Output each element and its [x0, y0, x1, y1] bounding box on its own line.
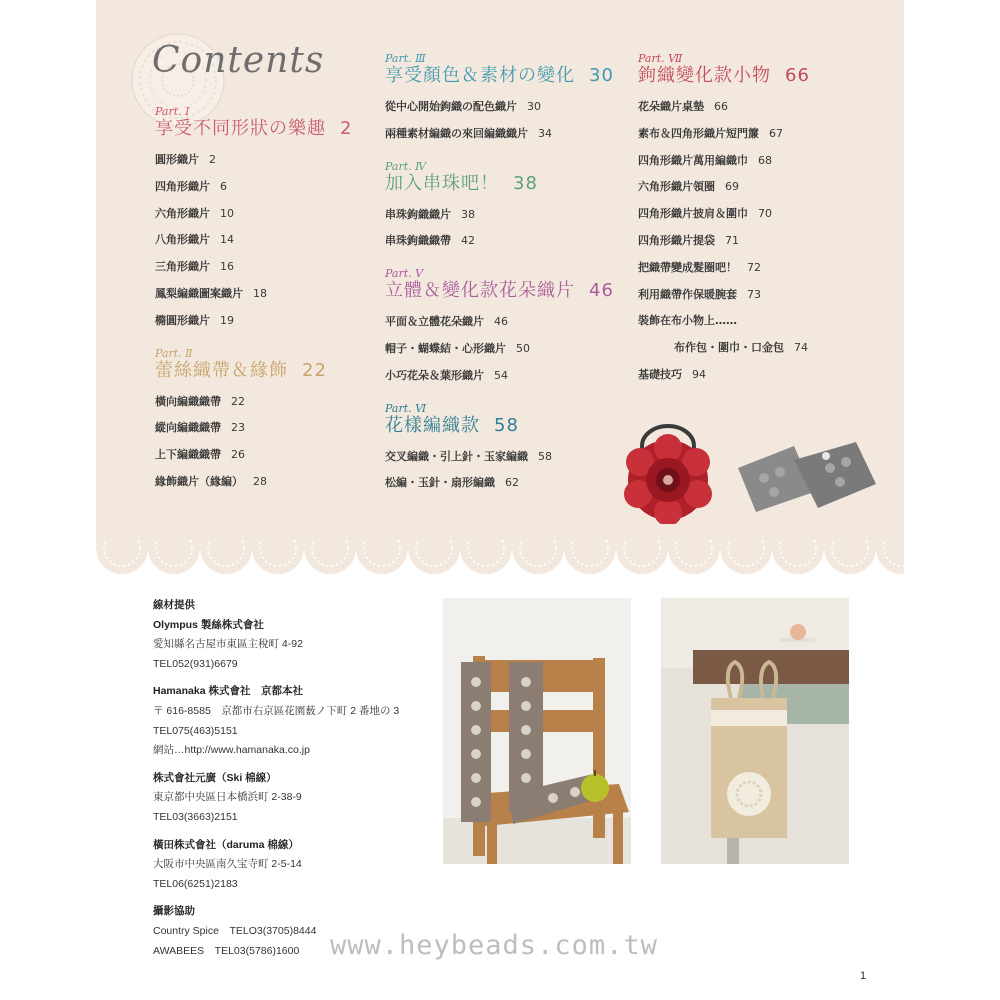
toc-item[interactable]: 緣飾織片（緣編） 28 — [155, 474, 267, 488]
lace-scallop — [356, 540, 408, 574]
lace-scallop — [616, 540, 668, 574]
part-label: Part. Ⅶ — [638, 52, 683, 65]
credits-address: 愛知縣名古屋市東區主稅町 4-92 — [153, 638, 303, 651]
toc-item[interactable]: 四角形織片 6 — [155, 179, 227, 193]
credits-shop: AWABEES TEL03(5786)1600 — [153, 944, 300, 957]
toc-item[interactable]: 縱向編織織帶 23 — [155, 421, 245, 435]
credits-address: 〒 616-8585 京都市右京區花園薮ノ下町 2 番地の 3 — [153, 704, 400, 717]
toc-item[interactable]: 圓形織片 2 — [155, 153, 216, 166]
credits-shop: Country Spice TELO3(3705)8444 — [153, 924, 317, 937]
toc-item[interactable]: 小巧花朵＆葉形織片 54 — [385, 368, 508, 382]
toc-item[interactable]: 兩種素材編織の來回編織織片 34 — [385, 126, 552, 140]
part-title[interactable]: 立體＆變化款花朵織片 46 — [385, 280, 614, 302]
part-label: Part. Ⅰ — [155, 105, 190, 118]
credits-section — [153, 596, 413, 961]
toc-item[interactable]: 把織帶變成髮圈吧！ 72 — [638, 260, 761, 274]
toc-item[interactable]: 六角形織片領圈 69 — [638, 180, 739, 194]
toc-item[interactable]: 橢圓形織片 19 — [155, 313, 234, 327]
chair-scarf-photo — [443, 598, 631, 864]
lace-scallop — [720, 540, 772, 574]
toc-item[interactable]: 松編・玉針・扇形編織 62 — [385, 476, 519, 490]
lace-border-graphic — [96, 540, 904, 576]
toc-item[interactable]: 從中心開始鉤織の配色織片 30 — [385, 100, 541, 113]
credits-website[interactable]: 網站…http://www.hamanaka.co.jp — [153, 744, 310, 757]
lace-scallop — [876, 540, 904, 574]
lace-scallop — [252, 540, 304, 574]
credits-company: 株式會社元廣（Ski 棉線） — [153, 771, 277, 784]
toc-item[interactable]: 利用織帶作保暖腕套 73 — [638, 287, 761, 301]
toc-part-2 — [155, 348, 375, 499]
part-title[interactable]: 享受顏色＆素材の變化 30 — [385, 65, 614, 86]
toc-item[interactable]: 布作包・圍巾・口金包 74 — [674, 341, 808, 355]
toc-item[interactable]: 交叉編織・引上針・玉家編織 58 — [385, 449, 552, 463]
toc-item[interactable]: 帽子・蝴蝶結・心形織片 50 — [385, 341, 530, 355]
toc-column-2 — [385, 53, 635, 510]
lace-scallop — [668, 540, 720, 574]
wrist-warmer-image — [734, 438, 880, 518]
toc-item[interactable]: 串珠鉤織織片 38 — [385, 207, 475, 221]
part-label: Part. Ⅳ — [385, 159, 427, 173]
toc-item[interactable]: 四角形織片萬用編織巾 68 — [638, 153, 772, 167]
toc-item[interactable]: 串珠鉤織織帶 42 — [385, 234, 475, 248]
toc-column-3 — [638, 53, 888, 402]
lace-scallop — [200, 540, 252, 574]
toc-part-7 — [638, 53, 888, 392]
lace-scallop — [564, 540, 616, 574]
contents-title: Contents — [152, 40, 325, 81]
toc-item[interactable]: 裝飾在布小物上…… — [638, 314, 737, 328]
credits-address: 東京都中央區日本橋浜町 2-38-9 — [153, 791, 302, 804]
credits-phone: TEL075(463)5151 — [153, 724, 238, 737]
lace-scallop — [460, 540, 512, 574]
toc-item[interactable]: 四角形織片披肩＆圍巾 70 — [638, 207, 772, 221]
toc-part-5 — [385, 268, 635, 392]
toc-item[interactable]: 八角形織片 14 — [155, 233, 234, 247]
toc-part-6 — [385, 403, 635, 501]
lace-scallop — [512, 540, 564, 574]
lace-scallop — [148, 540, 200, 574]
toc-item[interactable]: 三角形織片 16 — [155, 260, 234, 274]
toc-column-1 — [155, 106, 375, 509]
credits-company: 橫田株式會社（daruma 棉線） — [153, 838, 299, 851]
credits-company: Hamanaka 株式會社 京都本社 — [153, 685, 303, 698]
credits-phone: TEL06(6251)2183 — [153, 877, 238, 890]
part-label: Part. Ⅴ — [385, 267, 424, 281]
toc-item[interactable]: 六角形織片 10 — [155, 206, 234, 220]
lace-scallop — [824, 540, 876, 574]
toc-item[interactable]: 素布＆四角形織片短門簾 67 — [638, 126, 783, 140]
part-label: Part. Ⅱ — [155, 346, 193, 360]
toc-item[interactable]: 上下編織織帶 26 — [155, 448, 245, 462]
lace-scallop — [96, 540, 148, 574]
page-number: 1 — [860, 970, 867, 982]
part-title[interactable]: 享受不同形狀の樂趣 2 — [155, 118, 353, 139]
tote-bag-photo — [661, 598, 849, 864]
toc-item[interactable]: 橫向編織織帶 22 — [155, 394, 245, 408]
credits-phone: TEL052(931)6679 — [153, 657, 238, 670]
part-label: Part. Ⅲ — [385, 52, 426, 65]
toc-item[interactable]: 四角形織片提袋 71 — [638, 233, 739, 247]
toc-item[interactable]: 基礎技巧 94 — [638, 367, 706, 381]
toc-item[interactable]: 花朵織片桌墊 66 — [638, 100, 728, 113]
crochet-flower-image — [618, 420, 718, 524]
toc-part-4 — [385, 161, 635, 259]
lace-border — [96, 540, 904, 576]
lace-scallop — [304, 540, 356, 574]
lace-scallop — [408, 540, 460, 574]
toc-item[interactable]: 平面＆立體花朵織片 46 — [385, 315, 508, 329]
part-title[interactable]: 加入串珠吧！ 38 — [385, 172, 538, 194]
credits-company: Olympus 製絲株式會社 — [153, 618, 264, 631]
toc-part-3 — [385, 53, 635, 151]
credits-heading: 線材提供 — [153, 599, 195, 611]
part-label: Part. Ⅵ — [385, 401, 427, 415]
toc-part-1 — [155, 106, 375, 338]
credits-phone: TEL03(3663)2151 — [153, 810, 238, 823]
watermark-text: www.heybeads.com.tw — [330, 930, 658, 961]
credits-heading: 攝影協助 — [153, 905, 195, 918]
toc-item[interactable]: 鳳梨編織圖案織片 18 — [155, 286, 267, 300]
part-title[interactable]: 花樣編織款 58 — [385, 414, 519, 436]
credits-address: 大阪市中央區南久宝寺町 2-5-14 — [153, 858, 302, 871]
part-title[interactable]: 鉤織變化款小物 66 — [638, 65, 810, 86]
lace-scallop — [772, 540, 824, 574]
part-title[interactable]: 蕾絲織帶＆緣飾 22 — [155, 359, 327, 381]
